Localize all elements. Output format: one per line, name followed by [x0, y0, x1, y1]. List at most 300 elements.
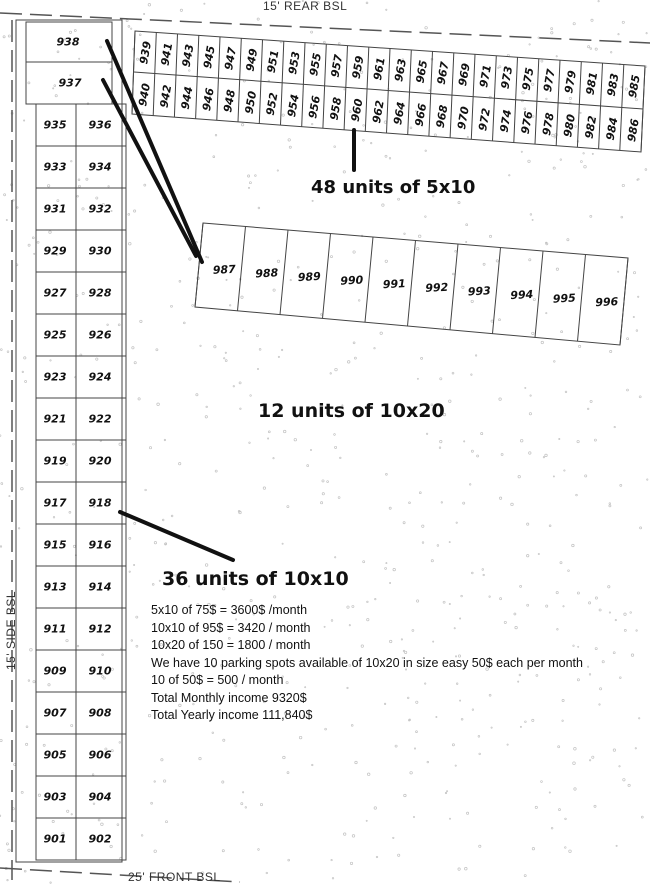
stipple-dot: [338, 497, 340, 499]
stipple-dot: [455, 250, 457, 252]
middle-row-cell-border: [408, 241, 416, 327]
stipple-dot: [530, 214, 532, 216]
stipple-dot: [543, 456, 544, 457]
stipple-dot: [529, 452, 531, 454]
stipple-dot: [0, 546, 2, 548]
stipple-dot: [549, 792, 550, 793]
unit-936-label: 936: [88, 118, 112, 132]
stipple-dot: [223, 739, 225, 741]
stipple-dot: [538, 553, 539, 554]
stipple-dot: [183, 322, 185, 324]
stipple-dot: [374, 807, 376, 809]
stipple-dot: [98, 819, 100, 821]
stipple-dot: [50, 882, 52, 884]
stipple-dot: [489, 235, 491, 237]
stipple-dot: [520, 726, 521, 727]
unit-920-label: 920: [88, 454, 112, 468]
stipple-dot: [458, 868, 460, 870]
stipple-dot: [17, 207, 19, 209]
stipple-dot: [278, 356, 279, 357]
stipple-dot: [518, 475, 520, 477]
stipple-dot: [619, 677, 621, 679]
stipple-dot: [196, 241, 198, 243]
stipple-dot: [260, 803, 262, 805]
middle-row-cell-border: [535, 251, 543, 337]
stipple-dot: [619, 766, 620, 767]
stipple-dot: [532, 847, 534, 849]
stipple-dot: [404, 794, 407, 797]
unit-996-label: 996: [594, 295, 619, 310]
unit-952-label: 952: [263, 91, 281, 117]
stipple-dot: [389, 507, 391, 509]
stipple-dot: [215, 470, 217, 472]
stipple-dot: [376, 856, 378, 858]
unit-934-label: 934: [88, 160, 112, 174]
stipple-dot: [585, 475, 587, 477]
front-bsl-label: 25' FRONT BSL: [128, 870, 221, 884]
income-line-parking-note: We have 10 parking spots available of 10x20 in size easy 50$ each per month: [151, 655, 583, 670]
unit-939-label: 939: [137, 40, 154, 66]
stipple-dot: [330, 373, 331, 374]
stipple-dot: [429, 90, 430, 91]
stipple-dot: [635, 748, 636, 749]
stipple-dot: [385, 155, 387, 157]
stipple-dot: [0, 435, 1, 437]
unit-949-label: 949: [243, 47, 261, 73]
stipple-dot: [101, 823, 104, 826]
stipple-dot: [0, 739, 2, 741]
stipple-dot: [599, 609, 601, 611]
stipple-dot: [577, 592, 579, 594]
stipple-dot: [222, 850, 224, 852]
stipple-dot: [398, 198, 400, 200]
stipple-dot: [145, 489, 147, 491]
stipple-dot: [47, 185, 49, 187]
stipple-dot: [501, 453, 503, 455]
stipple-dot: [389, 158, 391, 160]
stipple-dot: [499, 319, 501, 321]
stipple-dot: [74, 30, 76, 32]
unit-902-label: 902: [88, 832, 112, 846]
stipple-dot: [452, 372, 454, 374]
stipple-dot: [73, 545, 75, 547]
stipple-dot: [410, 772, 412, 774]
unit-943-label: 943: [179, 43, 197, 69]
stipple-dot: [222, 781, 224, 783]
unit-986-label: 986: [625, 117, 642, 143]
stipple-dot: [456, 522, 457, 523]
stipple-dot: [299, 736, 302, 739]
stipple-dot: [258, 207, 260, 209]
unit-962-label: 962: [370, 99, 387, 125]
stipple-dot: [23, 120, 24, 121]
stipple-dot: [466, 812, 468, 814]
stipple-dot: [69, 511, 71, 513]
unit-922-label: 922: [88, 412, 112, 426]
stipple-dot: [594, 805, 596, 807]
stipple-dot: [507, 744, 508, 745]
stipple-dot: [590, 400, 592, 402]
stipple-dot: [419, 492, 421, 494]
stipple-dot: [141, 835, 143, 837]
stipple-dot: [277, 170, 278, 171]
stipple-dot: [624, 613, 626, 615]
stipple-dot: [277, 260, 280, 263]
stipple-dot: [500, 598, 502, 600]
stipple-dot: [258, 849, 260, 851]
unit-910-label: 910: [88, 664, 112, 678]
stipple-dot: [553, 361, 555, 363]
stipple-dot: [159, 580, 160, 581]
stipple-dot: [78, 185, 80, 187]
stipple-dot: [73, 443, 75, 445]
unit-987-label: 987: [212, 262, 237, 277]
stipple-dot: [483, 574, 485, 576]
stipple-dot: [455, 765, 456, 766]
income-line-5x10: 5x10 of 75$ = 3600$ /month: [151, 603, 308, 617]
stipple-dot: [350, 862, 352, 864]
stipple-dot: [576, 494, 578, 496]
stipple-dot: [431, 560, 433, 562]
stipple-dot: [241, 803, 243, 805]
summary-10x20-units: 12 units of 10x20: [258, 400, 445, 422]
stipple-dot: [320, 314, 322, 316]
stipple-dot: [6, 843, 8, 845]
stipple-dot: [307, 465, 309, 467]
unit-966-label: 966: [412, 102, 430, 128]
stipple-dot: [57, 200, 59, 202]
stipple-dot: [440, 440, 442, 442]
stipple-dot: [594, 439, 596, 441]
stipple-dot: [464, 441, 465, 442]
stipple-dot: [569, 97, 571, 99]
stipple-dot: [331, 859, 332, 860]
stipple-dot: [67, 810, 69, 812]
stipple-dot: [7, 879, 8, 880]
stipple-dot: [290, 279, 291, 280]
unit-977-label: 977: [541, 67, 558, 93]
stipple-dot: [469, 484, 471, 486]
stipple-dot: [53, 517, 55, 519]
stipple-dot: [129, 242, 132, 245]
stipple-dot: [638, 178, 640, 180]
stipple-dot: [334, 146, 336, 148]
stipple-dot: [239, 382, 241, 384]
unit-974-label: 974: [497, 108, 515, 134]
unit-903-label: 903: [43, 790, 67, 804]
stipple-dot: [637, 296, 638, 297]
stipple-dot: [18, 528, 20, 530]
stipple-dot: [133, 564, 134, 565]
stipple-dot: [140, 320, 142, 322]
unit-984-label: 984: [603, 116, 621, 142]
stipple-dot: [242, 792, 243, 793]
stipple-dot: [294, 438, 297, 441]
stipple-dot: [111, 668, 113, 670]
stipple-dot: [119, 742, 121, 744]
unit-917-label: 917: [43, 496, 67, 510]
stipple-dot: [229, 305, 230, 306]
unit-973-label: 973: [498, 65, 516, 90]
stipple-dot: [541, 341, 543, 343]
stipple-dot: [257, 18, 259, 20]
stipple-dot: [525, 387, 526, 388]
stipple-dot: [403, 522, 405, 524]
stipple-dot: [416, 247, 419, 250]
stipple-dot: [213, 156, 215, 158]
income-breakdown: [151, 602, 583, 725]
stipple-dot: [196, 394, 198, 396]
stipple-dot: [33, 681, 35, 683]
stipple-dot: [627, 389, 629, 391]
stipple-dot: [152, 584, 154, 586]
stipple-dot: [641, 816, 643, 818]
unit-994-label: 994: [509, 287, 534, 303]
stipple-dot: [437, 545, 439, 547]
stipple-dot: [312, 764, 314, 766]
stipple-dot: [471, 374, 472, 375]
stipple-dot: [1, 483, 3, 485]
unit-928-label: 928: [88, 286, 112, 300]
stipple-dot: [615, 619, 616, 620]
stipple-dot: [588, 46, 590, 48]
stipple-dot: [96, 358, 98, 360]
stipple-dot: [6, 219, 7, 220]
stipple-dot: [389, 582, 390, 583]
stipple-dot: [551, 28, 553, 30]
stipple-dot: [560, 159, 562, 161]
unit-941-label: 941: [158, 41, 176, 67]
stipple-dot: [100, 46, 102, 48]
stipple-dot: [578, 345, 580, 347]
unit-909-label: 909: [43, 664, 67, 678]
summary-10x10-units: 36 units of 10x10: [162, 568, 349, 590]
stipple-dot: [136, 645, 138, 647]
stipple-dot: [598, 1, 599, 2]
unit-908-label: 908: [88, 706, 112, 720]
stipple-dot: [223, 358, 224, 359]
middle-row-cell-border: [365, 237, 373, 322]
stipple-dot: [532, 219, 533, 220]
stipple-dot: [131, 640, 133, 642]
stipple-dot: [385, 260, 387, 262]
stipple-dot: [638, 718, 639, 719]
stipple-dot: [541, 60, 543, 62]
stipple-dot: [86, 178, 88, 180]
stipple-dot: [549, 525, 551, 527]
stipple-dot: [312, 200, 313, 201]
stipple-dot: [633, 272, 635, 274]
stipple-dot: [161, 759, 163, 761]
stipple-dot: [647, 479, 648, 480]
stipple-dot: [553, 476, 554, 477]
stipple-dot: [212, 732, 214, 734]
stipple-dot: [640, 527, 642, 529]
stipple-dot: [483, 263, 485, 265]
stipple-dot: [151, 802, 153, 804]
stipple-dot: [499, 497, 501, 499]
unit-946-label: 946: [200, 86, 217, 112]
stipple-dot: [467, 136, 468, 137]
stipple-dot: [491, 727, 492, 728]
unit-990-label: 990: [339, 273, 364, 288]
stipple-dot: [130, 28, 131, 29]
stipple-dot: [340, 457, 342, 459]
stipple-dot: [283, 430, 286, 433]
stipple-dot: [49, 231, 52, 234]
stipple-dot: [22, 371, 24, 373]
stipple-dot: [24, 870, 26, 872]
unit-926-label: 926: [88, 328, 112, 342]
stipple-dot: [393, 568, 396, 571]
stipple-dot: [287, 506, 289, 508]
stipple-dot: [77, 195, 79, 197]
stipple-dot: [323, 41, 325, 43]
stipple-dot: [55, 95, 57, 97]
stipple-dot: [466, 224, 468, 226]
stipple-dot: [0, 349, 2, 351]
stipple-dot: [107, 324, 109, 326]
unit-921-label: 921: [43, 412, 67, 426]
stipple-dot: [443, 327, 445, 329]
unit-932-label: 932: [88, 202, 112, 216]
stipple-dot: [343, 171, 345, 173]
stipple-dot: [588, 602, 590, 604]
stipple-dot: [334, 434, 336, 436]
stipple-dot: [263, 487, 265, 489]
stipple-dot: [77, 645, 79, 647]
stipple-dot: [206, 406, 208, 408]
unit-954-label: 954: [285, 93, 302, 119]
stipple-dot: [580, 161, 582, 163]
unit-960-label: 960: [348, 97, 366, 123]
stipple-dot: [565, 847, 567, 849]
stipple-dot: [646, 33, 647, 34]
stipple-dot: [268, 431, 270, 433]
stipple-dot: [133, 210, 135, 212]
stipple-dot: [589, 760, 590, 761]
stipple-dot: [628, 784, 630, 786]
stipple-dot: [53, 88, 54, 89]
stipple-dot: [129, 537, 131, 539]
stipple-dot: [620, 484, 622, 486]
stipple-dot: [332, 877, 334, 879]
middle-row-cell-border: [450, 244, 458, 330]
stipple-dot: [50, 360, 51, 361]
stipple-dot: [215, 134, 217, 136]
stipple-dot: [273, 458, 274, 459]
stipple-dot: [205, 564, 208, 567]
stipple-dot: [352, 835, 355, 838]
stipple-dot: [25, 380, 27, 382]
stipple-dot: [553, 167, 555, 169]
stipple-dot: [162, 519, 164, 521]
stipple-dot: [384, 121, 387, 124]
stipple-dot: [587, 408, 589, 410]
stipple-dot: [568, 570, 570, 572]
stipple-dot: [320, 502, 322, 504]
stipple-dot: [141, 112, 143, 114]
unit-967-label: 967: [434, 60, 452, 86]
stipple-dot: [475, 355, 476, 356]
stipple-dot: [591, 19, 593, 21]
stipple-dot: [440, 378, 442, 380]
stipple-dot: [274, 596, 276, 598]
unit-978-label: 978: [540, 111, 557, 137]
stipple-dot: [595, 48, 597, 50]
stipple-dot: [347, 361, 350, 364]
stipple-dot: [287, 772, 289, 774]
stipple-dot: [589, 674, 591, 676]
income-line-10x10: 10x10 of 95$ = 3420 / month: [151, 620, 311, 635]
stipple-dot: [479, 753, 481, 755]
stipple-dot: [48, 684, 50, 686]
stipple-dot: [554, 136, 556, 138]
stipple-dot: [466, 241, 467, 242]
stipple-dot: [179, 463, 181, 465]
stipple-dot: [21, 791, 23, 793]
stipple-dot: [538, 37, 540, 39]
stipple-dot: [288, 859, 290, 861]
left-unit-column: [16, 20, 126, 862]
unit-919-label: 919: [43, 454, 67, 468]
stipple-dot: [556, 56, 557, 57]
stipple-dot: [14, 763, 16, 765]
stipple-dot: [32, 237, 34, 239]
stipple-dot: [386, 9, 387, 10]
stipple-dot: [249, 442, 251, 444]
stipple-dot: [458, 202, 460, 204]
summary-5x10-units: 48 units of 5x10: [311, 177, 476, 198]
unit-904-label: 904: [88, 790, 112, 804]
stipple-dot: [134, 362, 136, 364]
stipple-dot: [3, 36, 5, 38]
unit-993-label: 993: [467, 284, 492, 299]
stipple-dot: [143, 13, 144, 14]
stipple-dot: [139, 34, 141, 36]
stipple-dot: [631, 654, 634, 657]
stipple-dot: [528, 160, 530, 162]
stipple-dot: [584, 165, 587, 168]
stipple-dot: [529, 259, 531, 261]
stipple-dot: [624, 629, 626, 631]
stipple-dot: [338, 43, 340, 45]
unit-957-label: 957: [328, 53, 346, 79]
stipple-dot: [545, 454, 548, 457]
stipple-dot: [71, 814, 72, 815]
stipple-dot: [78, 179, 80, 181]
stipple-dot: [636, 330, 638, 332]
stipple-dot: [367, 773, 370, 776]
stipple-dot: [462, 286, 464, 288]
unit-982-label: 982: [582, 114, 600, 140]
stipple-dot: [240, 408, 242, 410]
stipple-dot: [621, 216, 623, 218]
stipple-dot: [489, 596, 491, 598]
stipple-dot: [425, 150, 427, 152]
stipple-dot: [445, 792, 447, 794]
stipple-dot: [551, 827, 553, 829]
stipple-dot: [608, 586, 610, 588]
stipple-dot: [524, 875, 526, 877]
stipple-dot: [25, 743, 27, 745]
stipple-dot: [574, 788, 576, 790]
stipple-dot: [248, 187, 249, 188]
rear-bsl-label: 15' REAR BSL: [263, 0, 348, 13]
unit-948-label: 948: [221, 88, 238, 114]
stipple-dot: [482, 569, 484, 571]
stipple-dot: [618, 34, 619, 35]
